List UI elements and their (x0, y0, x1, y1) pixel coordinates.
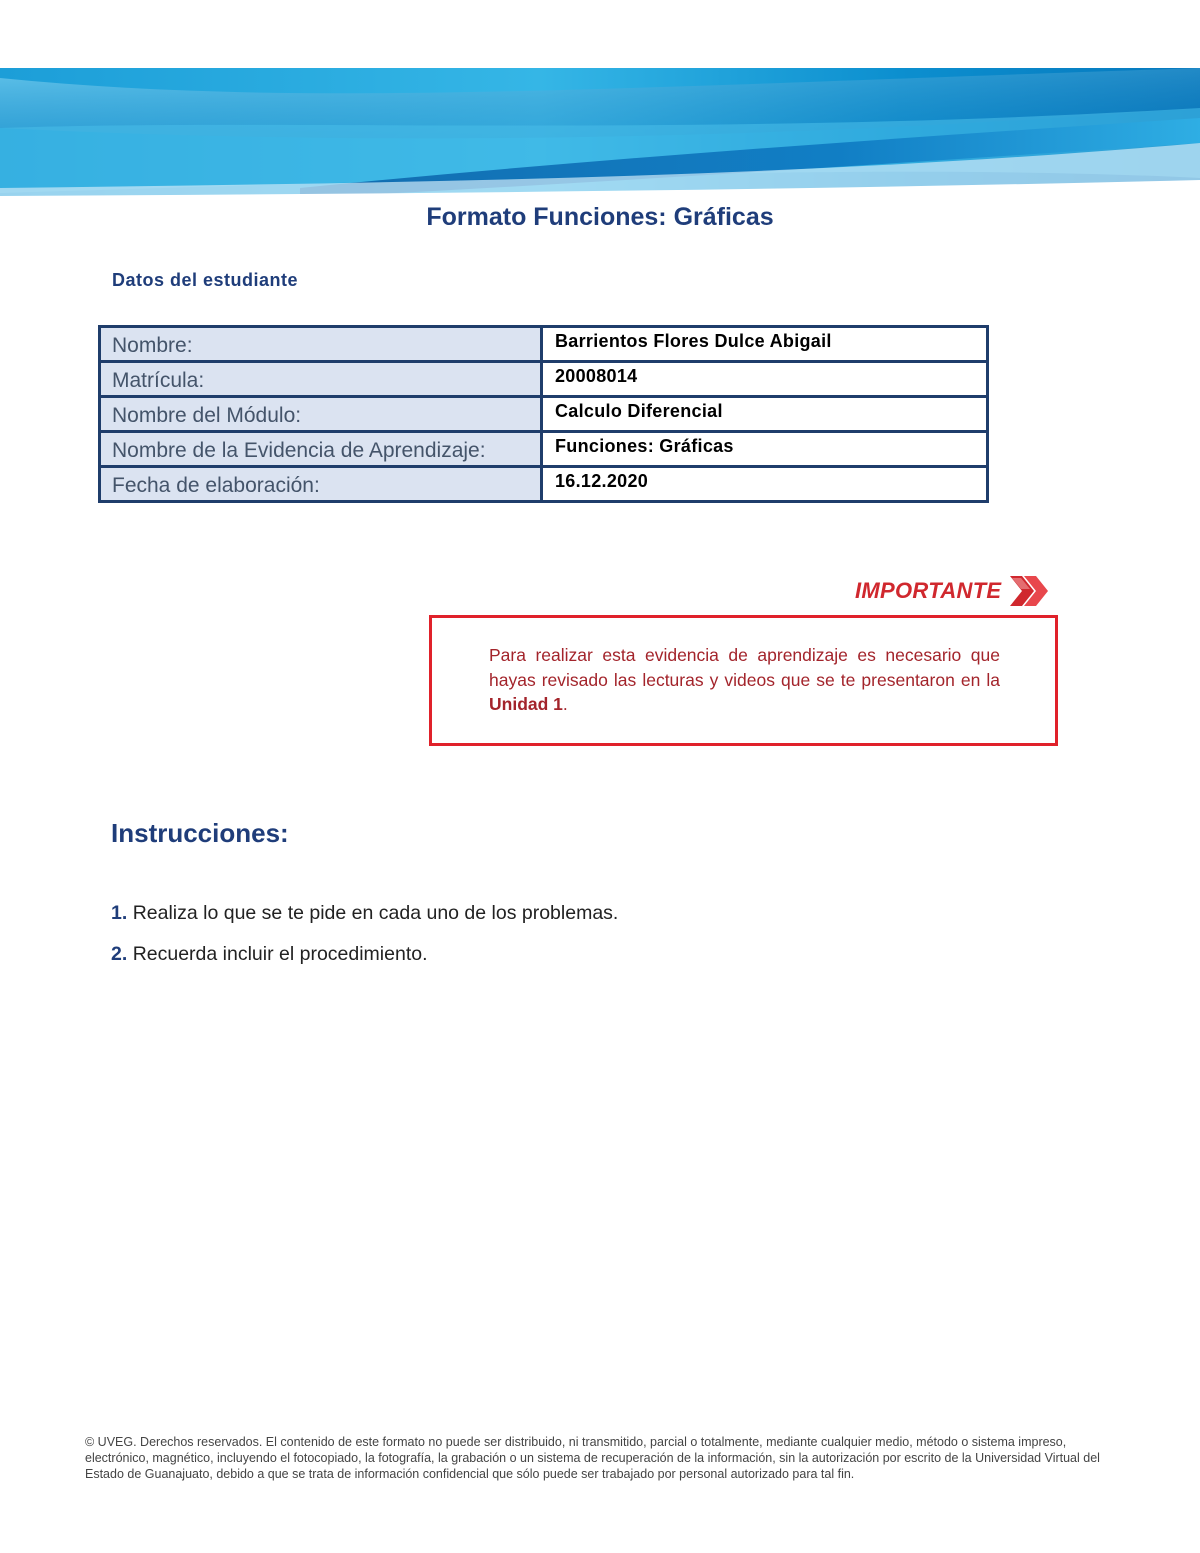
instruction-text: Realiza lo que se te pide en cada uno de los problemas. (132, 902, 619, 924)
important-text-unit: Unidad 1 (489, 694, 563, 714)
row-value-module: Calculo Diferencial (542, 397, 988, 432)
row-value-enrollment: 20008014 (542, 362, 988, 397)
important-text-after: . (562, 694, 568, 714)
row-value-name: Barrientos Flores Dulce Abigail (542, 327, 988, 362)
copyright-footer: © UVEG. Derechos reservados. El contenido de este formato no puede ser distribuido, ni transmitido, parcial o totalmente, mediante cualquier medio, método o sistema impreso, electrónico, magnético, incluyendo el fotocopiado, la fotografía, la grabación o un sistema de recuperación de la información, sin la autorización por escrito de la Universidad Virtual del Estado de Guanajuato, debido a que se trata de información confidencial que sólo puede ser trabajado por personal autorizado para tal fin. (85, 1435, 1100, 1481)
instruction-text: Recuerda incluir el procedimiento. (132, 943, 428, 965)
instruction-number: 1. (111, 902, 128, 924)
double-chevron-right-icon (1008, 572, 1050, 610)
student-data-table (98, 325, 989, 503)
important-header: IMPORTANTE (855, 578, 1002, 603)
section-label-student-data: Datos del estudiante (112, 270, 299, 290)
row-value-evidence: Funciones: Gráficas (542, 432, 988, 467)
row-label-evidence: Nombre de la Evidencia de Aprendizaje: (100, 432, 542, 467)
list-item (111, 943, 618, 984)
header-banner (0, 68, 1200, 218)
row-value-date: 16.12.2020 (542, 467, 988, 502)
instruction-number: 2. (111, 943, 128, 965)
row-label-date: Fecha de elaboración: (100, 467, 542, 502)
important-notice-box (429, 615, 1058, 746)
table-row (100, 397, 988, 432)
row-label-name: Nombre: (100, 327, 542, 362)
table-row (100, 362, 988, 397)
table-row (100, 327, 988, 362)
important-notice-text (489, 643, 1000, 717)
table-row (100, 432, 988, 467)
row-label-enrollment: Matrícula: (100, 362, 542, 397)
document-title: Formato Funciones: Gráficas (426, 203, 774, 231)
list-item (111, 902, 618, 943)
important-text-before: Para realizar esta evidencia de aprendizaje es necesario que hayas revisado las lecturas y videos que se te presentaron en la (489, 645, 1000, 690)
table-row (100, 467, 988, 502)
instructions-title: Instrucciones: (111, 818, 289, 848)
row-label-module: Nombre del Módulo: (100, 397, 542, 432)
instructions-list (111, 902, 618, 984)
